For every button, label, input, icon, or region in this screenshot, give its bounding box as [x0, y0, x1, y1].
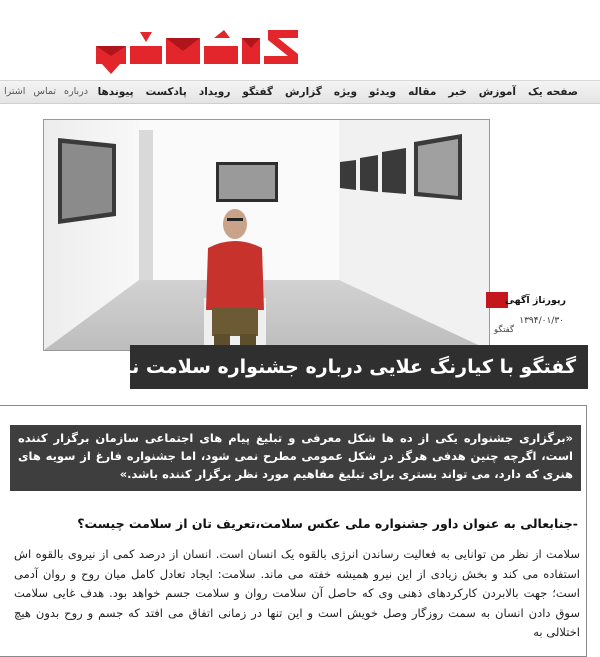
nav-item-video[interactable]: ویدئو — [369, 86, 397, 98]
interview-answer — [14, 545, 580, 643]
nav-item-interview[interactable]: گفتگو — [242, 86, 274, 98]
article-category[interactable]: گفتگو — [494, 325, 514, 335]
nav-item-article[interactable]: مقاله — [408, 86, 437, 98]
nav-item-home[interactable]: صفحه یک — [528, 86, 578, 98]
site-logo[interactable] — [92, 24, 304, 76]
article-photo — [43, 119, 490, 351]
nav-link-subscribe[interactable]: اشترا — [4, 86, 26, 97]
article-tag[interactable]: رپورتاژ آگهی — [504, 295, 566, 306]
nav-item-education[interactable]: آموزش — [478, 86, 516, 98]
nav-item-special[interactable]: ویژه — [333, 86, 358, 98]
article-lead: «برگزاری جشنواره یکی از ده ها شکل معرفی و تبلیغ پیام های اجتماعی سازمان برگزار کننده است، اگرچه چنین هدفی هرگز در شکل عمومی مطرح نمی شود، اما جشنواره فارغ از سویه های هنری که دارد، می تواند بستری برای تبلیغ مفاهیم مورد نظر برگزار کننده باشد.» — [10, 425, 581, 491]
main-navigation — [0, 80, 600, 104]
gallery-photo — [44, 120, 489, 350]
nav-link-contact[interactable]: تماس — [33, 86, 56, 97]
nav-item-podcast[interactable]: پادکست — [145, 86, 187, 98]
article-meta — [486, 292, 568, 342]
nav-item-event[interactable]: رویداد — [198, 86, 231, 98]
nav-item-news[interactable]: خبر — [448, 86, 467, 98]
nav-secondary — [0, 81, 92, 103]
nav-primary — [92, 81, 584, 103]
article-title: گفتگو با کیارنگ علایی درباره جشنواره سلامت نیشابور — [130, 345, 588, 389]
article-date: ۱۳۹۴/۰۱/۳۰ — [519, 316, 564, 326]
interview-question: -جنابعالی به عنوان داور جشنواره ملی عکس سلامت،تعریف تان از سلامت چیست؟ — [77, 516, 578, 531]
nav-item-links[interactable]: پیوندها — [97, 86, 134, 98]
nav-link-about[interactable]: درباره — [64, 86, 88, 97]
nav-item-report[interactable]: گزارش — [285, 86, 322, 98]
answer-paragraph: سلامت از نظر من توانایی به فعالیت رساندن انرژی بالقوه یک انسان است. انسان از درصد کمی از نیروی بالقوه اش استفاده می کند و بخش زیادی از این نیرو همیشه خفته می ماند. سلامت: ایجاد تعادل کامل میان روح و روان آدمی است؛ جهت بالابردن کارکردهای ذهنی وی که حاصل آن سلامت روان و سلامت جسم خواهد بود. هدف غایی سلامت سوق دادن انسان به سمت روزگار وصل خویش است و این تنها در زمانی اتفاق می افتد که جسم و روح بدون هیچ اختلالی به — [14, 547, 580, 639]
logo-mark — [92, 24, 304, 76]
